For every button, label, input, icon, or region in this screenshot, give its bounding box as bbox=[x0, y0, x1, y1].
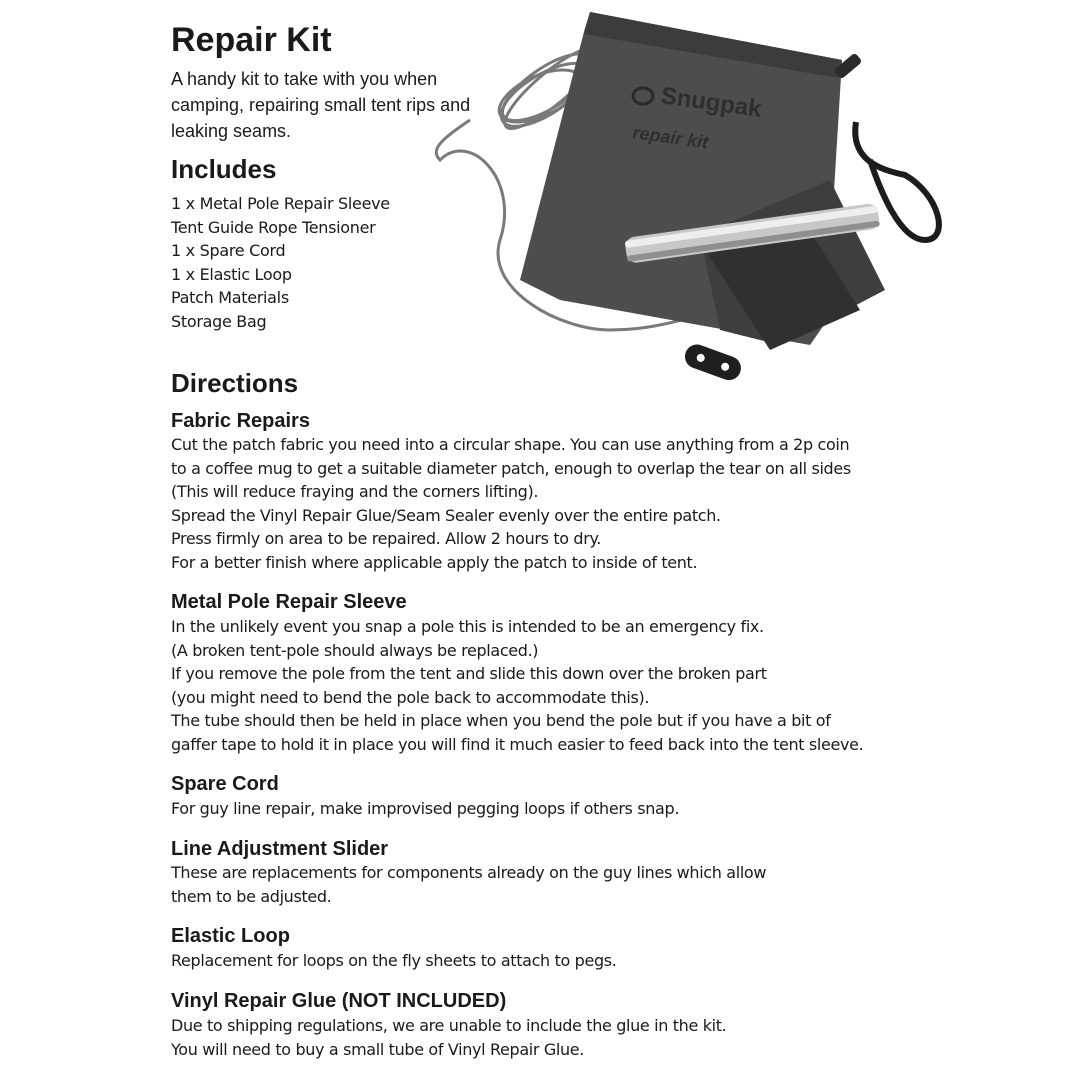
section-title-fabric-repairs: Fabric Repairs bbox=[171, 410, 310, 432]
bag-label-text: repair kit bbox=[631, 122, 710, 153]
section-body-fabric-repairs: Cut the patch fabric you need into a circular shape. You can use anything from a 2p coin to a coffee mug to get a suitable diameter patch, enough to overlap the tear on all sides (This will reduce fraying and the corners lifting). Spread the Vinyl Repair Glue/Seam Sealer evenly over the entire patch. Press firmly on area to be repaired. Allow 2 hours to dry. For a better finish where applicable apply the patch to inside of tent. bbox=[171, 435, 851, 572]
includes-item: 1 x Elastic Loop bbox=[171, 264, 292, 284]
section-title-vinyl-repair-glue: Vinyl Repair Glue (NOT INCLUDED) bbox=[171, 990, 507, 1012]
section-body-elastic-loop: Replacement for loops on the fly sheets to attach to pegs. bbox=[171, 951, 617, 970]
includes-item: Storage Bag bbox=[171, 311, 267, 331]
section-body-vinyl-repair-glue: Due to shipping regulations, we are unable to include the glue in the kit. You will need to buy a small tube of Vinyl Repair Glue. bbox=[171, 1016, 727, 1059]
bag-brand-text: Snugpak bbox=[659, 82, 764, 124]
includes-item: 1 x Metal Pole Repair Sleeve bbox=[171, 194, 390, 213]
includes-list bbox=[171, 192, 390, 333]
intro-text: A handy kit to take with you when camping, repairing small tent rips and leaking seams. bbox=[171, 69, 471, 141]
directions-heading: Directions bbox=[171, 368, 299, 398]
includes-heading: Includes bbox=[171, 154, 277, 184]
section-body-line-adjustment-slider: These are replacements for components already on the guy lines which allow them to be adjusted. bbox=[171, 863, 767, 906]
page-title: Repair Kit bbox=[171, 21, 332, 59]
line-tensioner bbox=[682, 341, 745, 383]
section-title-elastic-loop: Elastic Loop bbox=[171, 925, 290, 947]
includes-item: Tent Guide Rope Tensioner bbox=[171, 217, 376, 237]
includes-item: Patch Materials bbox=[171, 288, 289, 307]
section-title-line-adjustment-slider: Line Adjustment Slider bbox=[171, 838, 389, 860]
section-body-metal-pole-repair-sleeve: In the unlikely event you snap a pole this is intended to be an emergency fix. (A broken tent-pole should always be replaced.) If you remove the pole from the tent and slide this down over the broken part (you might need to bend the pole back to accommodate this). The tube should then be held in place when you bend the pole but if you have a bit of gaffer tape to hold it in place you will find it much easier to feed back into the tent sleeve. bbox=[171, 617, 864, 754]
section-title-spare-cord: Spare Cord bbox=[171, 773, 279, 795]
repair-kit-product-image bbox=[420, 0, 960, 385]
section-body-spare-cord: For guy line repair, make improvised pegging loops if others snap. bbox=[171, 799, 680, 818]
includes-item: 1 x Spare Cord bbox=[171, 241, 286, 260]
section-title-metal-pole-repair-sleeve: Metal Pole Repair Sleeve bbox=[171, 591, 407, 613]
